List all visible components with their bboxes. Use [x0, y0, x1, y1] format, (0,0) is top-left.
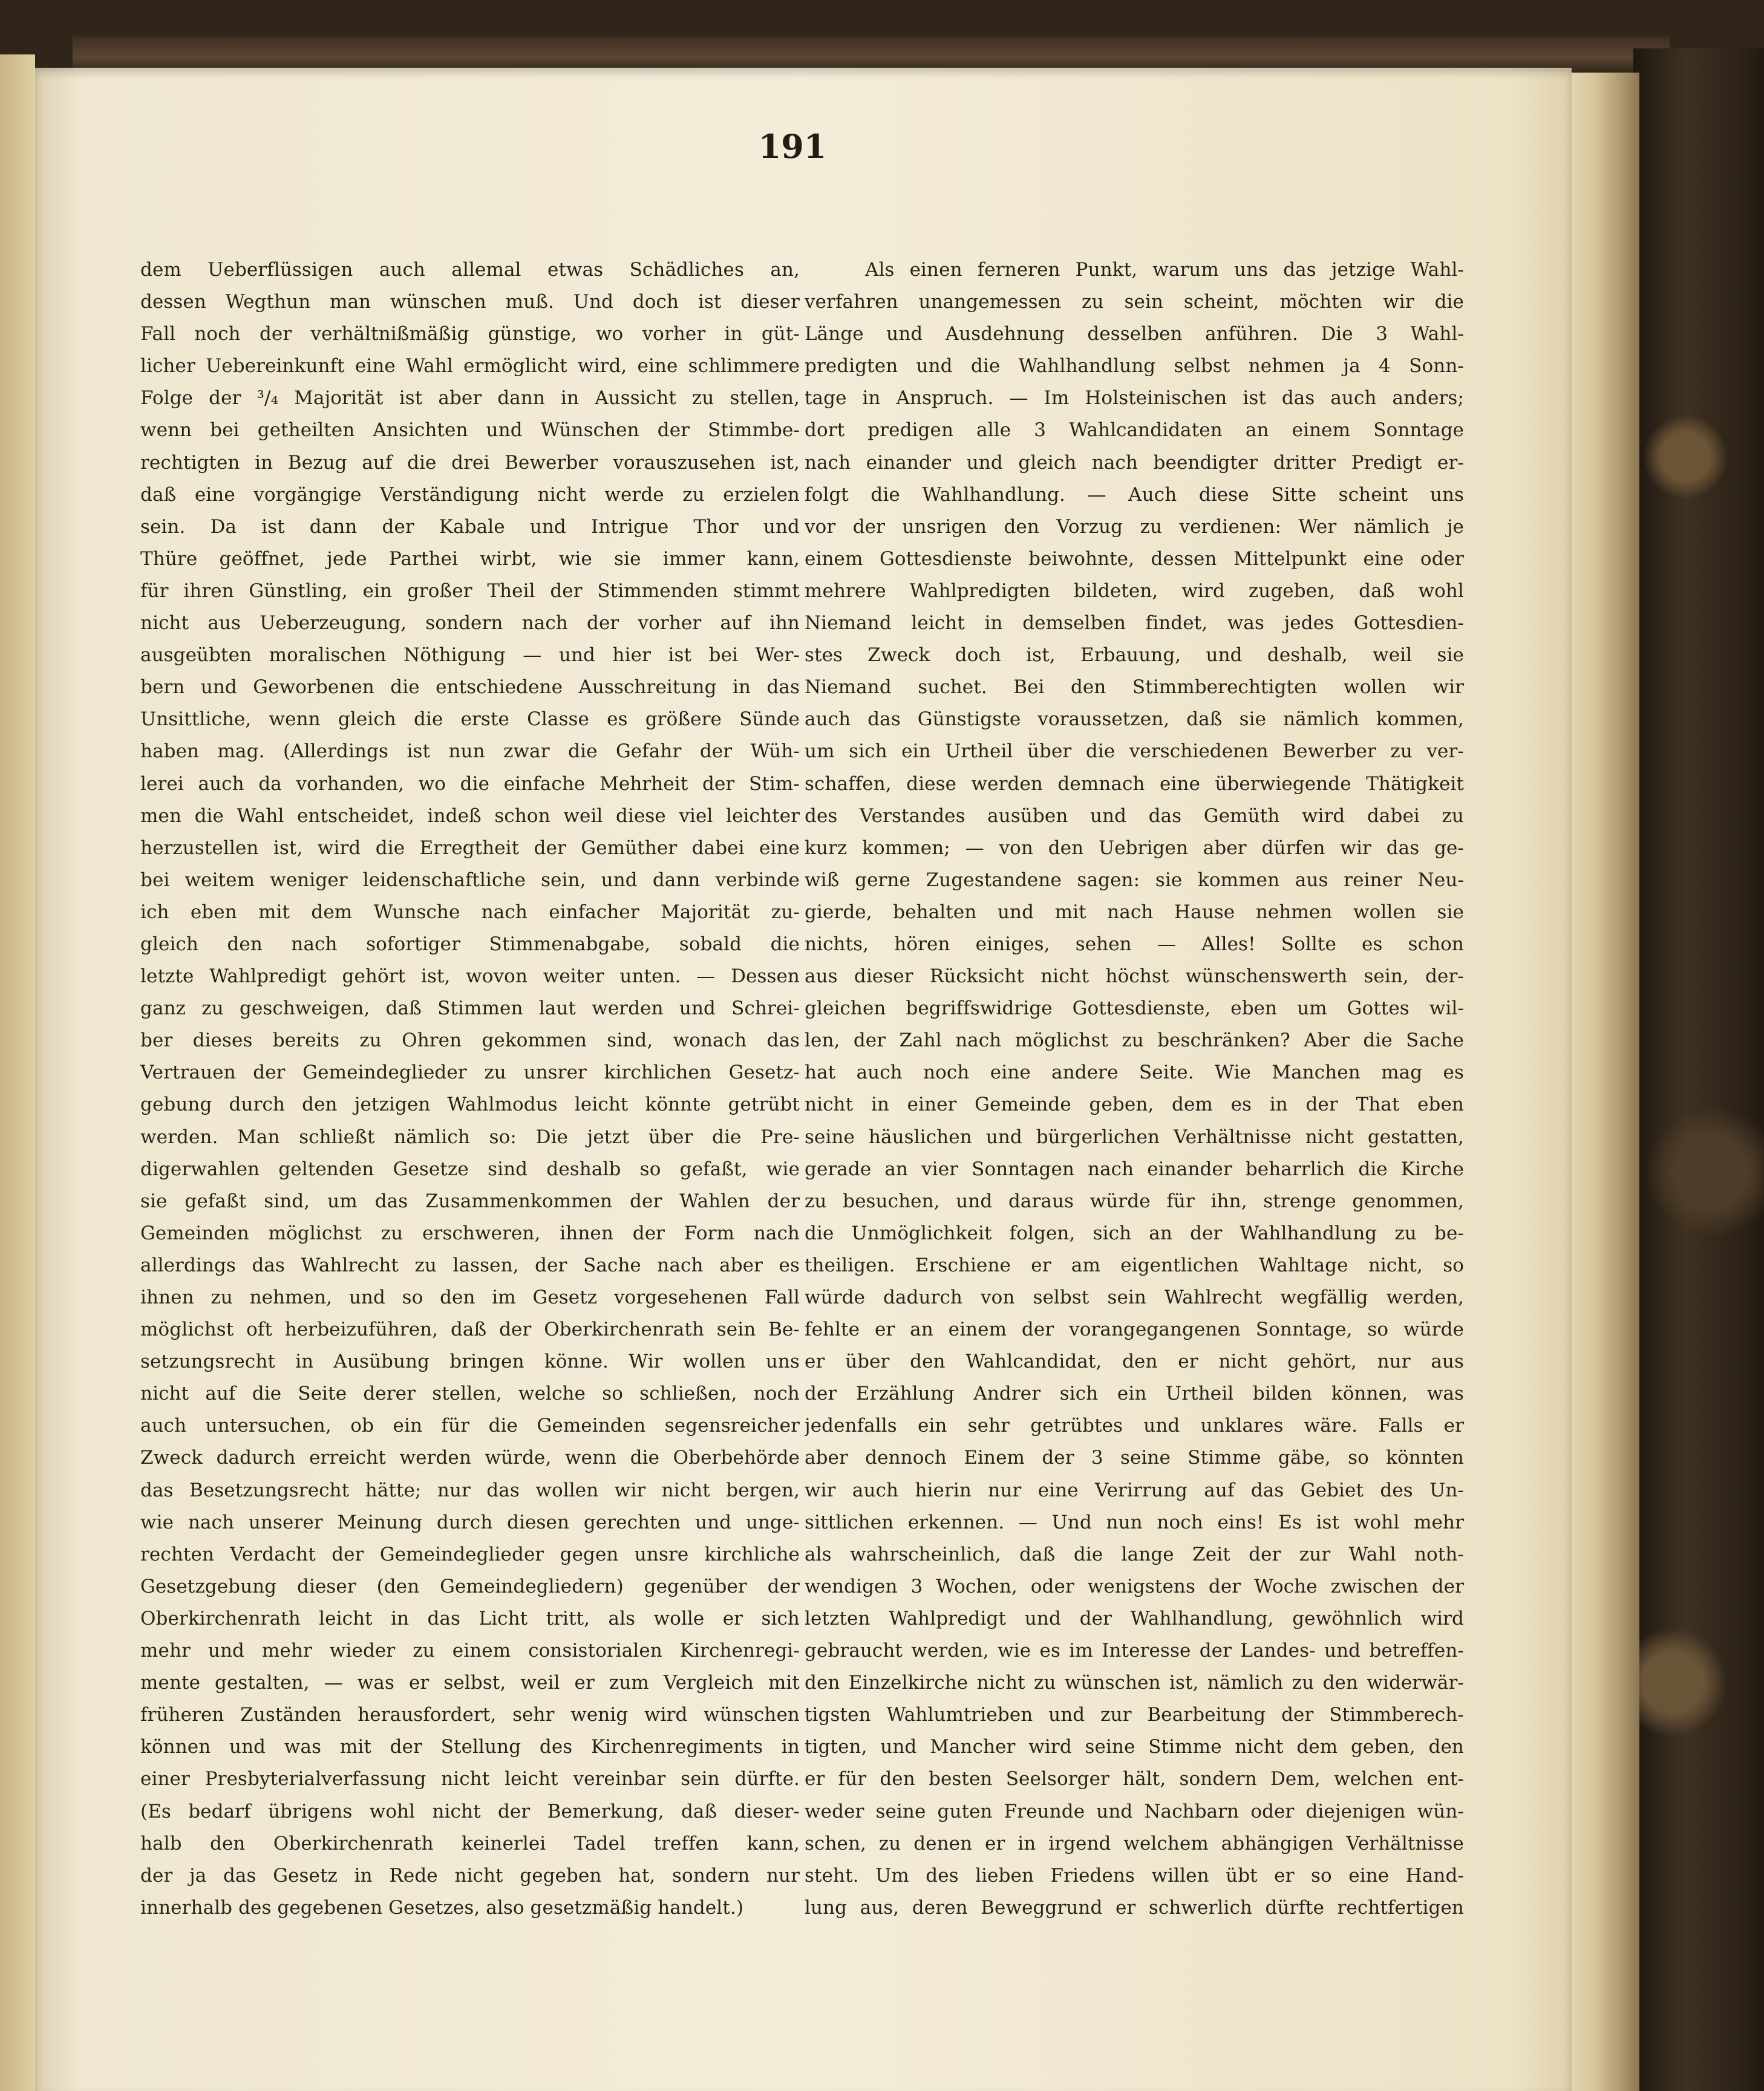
- text-line: wiß gerne Zugestandene sagen: sie kommen aus reiner Neu-: [805, 869, 1464, 891]
- text-line: ich eben mit dem Wunsche nach einfacher Majorität zu-: [140, 901, 800, 923]
- text-line: Oberkirchenrath leicht in das Licht tritt, als wolle er sich: [140, 1607, 800, 1629]
- text-line: schen, zu denen er in irgend welchem abhängigen Verhältnisse: [805, 1832, 1464, 1854]
- text-line: gebung durch den jetzigen Wahlmodus leicht könnte getrübt: [140, 1094, 800, 1116]
- text-line: er über den Wahlcandidat, den er nicht gehört, nur aus: [805, 1351, 1464, 1373]
- text-line: Gesetzgebung dieser (den Gemeindegliedern) gegenüber der: [140, 1575, 800, 1597]
- text-line: vor der unsrigen den Vorzug zu verdienen: Wer nämlich je: [805, 515, 1464, 538]
- text-line: Gemeinden möglichst zu erschweren, ihnen der Form nach: [140, 1222, 800, 1244]
- text-line: jedenfalls ein sehr getrübtes und unklares wäre. Falls er: [805, 1415, 1464, 1437]
- right-text-column: [805, 254, 1464, 2032]
- text-line: ausgeübten moralischen Nöthigung — und hier ist bei Wer-: [140, 644, 800, 667]
- text-line: Fall noch der verhältnißmäßig günstige, wo vorher in güt-: [140, 323, 800, 345]
- page-fore-edge: [1567, 73, 1639, 2091]
- text-line: können und was mit der Stellung des Kirchenregiments in: [140, 1736, 800, 1758]
- text-line: den Einzelkirche nicht zu wünschen ist, nämlich zu den widerwär-: [805, 1672, 1464, 1694]
- text-line: er für den besten Seelsorger hält, sondern Dem, welchen ent-: [805, 1768, 1464, 1790]
- text-line: lung aus, deren Beweggrund er schwerlich dürfte rechtfertigen: [805, 1896, 1464, 1919]
- text-line: ihnen zu nehmen, und so den im Gesetz vorgesehenen Fall: [140, 1287, 800, 1308]
- binding-board-top: [73, 36, 1670, 73]
- text-line: werden. Man schließt nämlich so: Die jetzt über die Pre-: [140, 1126, 800, 1148]
- text-line: um sich ein Urtheil über die verschiedenen Bewerber zu ver-: [805, 740, 1464, 763]
- text-line: dessen Wegthun man wünschen muß. Und doch ist dieser: [140, 291, 800, 313]
- text-line: auch das Günstigste voraussetzen, daß sie nämlich kommen,: [805, 708, 1464, 731]
- text-line: wenn bei getheilten Ansichten und Wünschen der Stimmbe-: [140, 419, 800, 442]
- text-line: tigsten Wahlumtrieben und zur Bearbeitung der Stimmberech-: [805, 1704, 1464, 1726]
- text-line: setzungsrecht in Ausübung bringen könne. Wir wollen uns: [140, 1351, 800, 1373]
- text-line: wie nach unserer Meinung durch diesen gerechten und unge-: [140, 1511, 800, 1533]
- text-line: nichts, hören einiges, sehen — Alles! Sollte es schon: [805, 933, 1464, 955]
- text-line: Niemand suchet. Bei den Stimmberechtigten wollen wir: [805, 676, 1464, 699]
- text-line: ganz zu geschweigen, daß Stimmen laut werden und Schrei-: [140, 997, 800, 1020]
- text-line: als wahrscheinlich, daß die lange Zeit der zur Wahl noth-: [805, 1543, 1464, 1565]
- text-line: sittlichen erkennen. — Und nun noch eins! Es ist wohl mehr: [805, 1511, 1464, 1533]
- text-line: tage in Anspruch. — Im Holsteinischen ist das auch anders;: [805, 387, 1464, 409]
- text-line: nach einander und gleich nach beendigter dritter Predigt er-: [805, 451, 1464, 474]
- text-line: nicht aus Ueberzeugung, sondern nach der vorher auf ihn: [140, 612, 800, 634]
- text-line: (Es bedarf übrigens wohl nicht der Bemerkung, daß dieser-: [140, 1800, 800, 1822]
- text-line: rechtigten in Bezug auf die drei Bewerber vorauszusehen ist,: [140, 451, 800, 474]
- text-line: gierde, behalten und mit nach Hause nehmen wollen sie: [805, 901, 1464, 923]
- text-line: gerade an vier Sonntagen nach einander beharrlich die Kirche: [805, 1158, 1464, 1180]
- text-line: dem Ueberflüssigen auch allemal etwas Schädliches an,: [140, 259, 800, 281]
- text-line: würde dadurch von selbst sein Wahlrecht wegfällig werden,: [805, 1287, 1464, 1308]
- text-line: rechten Verdacht der Gemeindeglieder gegen unsre kirchliche: [140, 1543, 800, 1565]
- text-line: seine häuslichen und bürgerlichen Verhältnisse nicht gestatten,: [805, 1126, 1464, 1148]
- text-line: ber dieses bereits zu Ohren gekommen sind, wonach das: [140, 1029, 800, 1052]
- text-line: Niemand leicht in demselben findet, was jedes Gottesdien-: [805, 612, 1464, 634]
- text-line: mente gestalten, — was er selbst, weil er zum Vergleich mit: [140, 1672, 800, 1694]
- text-line: Vertrauen der Gemeindeglieder zu unsrer kirchlichen Gesetz-: [140, 1062, 800, 1084]
- text-line: hat auch noch eine andere Seite. Wie Manchen mag es: [805, 1062, 1464, 1084]
- text-line: lerei auch da vorhanden, wo die einfache Mehrheit der Stim-: [140, 772, 800, 795]
- text-line: theiligen. Erschiene er am eigentlichen Wahltage nicht, so: [805, 1254, 1464, 1276]
- text-line: Thüre geöffnet, jede Parthei wirbt, wie sie immer kann,: [140, 547, 800, 570]
- text-line: Folge der ³/₄ Majorität ist aber dann in Aussicht zu stellen,: [140, 387, 800, 409]
- text-line: einem Gottesdienste beiwohnte, dessen Mittelpunkt eine oder: [805, 547, 1464, 570]
- text-line: predigten und die Wahlhandlung selbst nehmen ja 4 Sonn-: [805, 355, 1464, 377]
- text-line: letzte Wahlpredigt gehört ist, wovon weiter unten. — Dessen: [140, 965, 800, 988]
- text-line: die Unmöglichkeit folgen, sich an der Wahlhandlung zu be-: [805, 1222, 1464, 1244]
- text-line: sein. Da ist dann der Kabale und Intrigue Thor und: [140, 515, 800, 538]
- text-line: allerdings das Wahlrecht zu lassen, der Sache nach aber es: [140, 1254, 800, 1276]
- text-line: haben mag. (Allerdings ist nun zwar die Gefahr der Wüh-: [140, 740, 800, 763]
- page-number: 191: [758, 127, 827, 166]
- text-line: stes Zweck doch ist, Erbauung, und deshalb, weil sie: [805, 644, 1464, 667]
- previous-page-edge: [0, 54, 35, 2091]
- text-line: mehr und mehr wieder zu einem consistorialen Kirchenregi-: [140, 1640, 800, 1662]
- text-line: auch untersuchen, ob ein für die Gemeinden segensreicher: [140, 1415, 800, 1437]
- text-line: nicht auf die Seite derer stellen, welche so schließen, noch: [140, 1383, 800, 1405]
- text-line: Länge und Ausdehnung desselben anführen. Die 3 Wahl-: [805, 323, 1464, 345]
- text-line: kurz kommen; — von den Uebrigen aber dürfen wir das ge-: [805, 837, 1464, 859]
- text-line: halb den Oberkirchenrath keinerlei Tadel treffen kann,: [140, 1832, 800, 1854]
- text-line: herzustellen ist, wird die Erregtheit der Gemüther dabei eine: [140, 837, 800, 859]
- text-line: möglichst oft herbeizuführen, daß der Oberkirchenrath sein Be-: [140, 1319, 800, 1341]
- text-line: gebraucht werden, wie es im Interesse der Landes- und betreffen-: [805, 1640, 1464, 1662]
- text-line: fehlte er an einem der vorangegangenen Sonntage, so würde: [805, 1319, 1464, 1341]
- text-line: Zweck dadurch erreicht werden würde, wenn die Oberbehörde: [140, 1447, 800, 1469]
- text-line: des Verstandes ausüben und das Gemüth wird dabei zu: [805, 804, 1464, 827]
- text-line: aber dennoch Einem der 3 seine Stimme gäbe, so könnten: [805, 1447, 1464, 1469]
- text-line: dort predigen alle 3 Wahlcandidaten an einem Sonntage: [805, 419, 1464, 442]
- text-line: verfahren unangemessen zu sein scheint, möchten wir die: [805, 291, 1464, 313]
- text-line: der ja das Gesetz in Rede nicht gegeben hat, sondern nur: [140, 1864, 800, 1887]
- text-line: gleichen begriffswidrige Gottesdienste, eben um Gottes wil-: [805, 997, 1464, 1020]
- text-line: tigten, und Mancher wird seine Stimme nicht dem geben, den: [805, 1736, 1464, 1758]
- text-line: Unsittliche, wenn gleich die erste Classe es größere Sünde: [140, 708, 800, 731]
- text-line: wendigen 3 Wochen, oder wenigstens der Woche zwischen der: [805, 1575, 1464, 1597]
- text-line: len, der Zahl nach möglichst zu beschränken? Aber die Sache: [805, 1029, 1464, 1052]
- text-line: schaffen, diese werden demnach eine überwiegende Thätigkeit: [805, 772, 1464, 795]
- text-line: früheren Zuständen herausfordert, sehr wenig wird wünschen: [140, 1704, 800, 1726]
- binding-board-right: [1633, 48, 1764, 2091]
- text-line: licher Uebereinkunft eine Wahl ermöglicht wird, eine schlimmere: [140, 355, 800, 377]
- text-line: gleich den nach sofortiger Stimmenabgabe, sobald die: [140, 933, 800, 955]
- text-line: daß eine vorgängige Verständigung nicht werde zu erzielen: [140, 483, 800, 506]
- text-line: der Erzählung Andrer sich ein Urtheil bilden können, was: [805, 1383, 1464, 1405]
- text-line: für ihren Günstling, ein großer Theil der Stimmenden stimmt: [140, 579, 800, 602]
- text-line: steht. Um des lieben Friedens willen übt er so eine Hand-: [805, 1864, 1464, 1887]
- text-line: zu besuchen, und daraus würde für ihn, strenge genommen,: [805, 1190, 1464, 1212]
- text-line: folgt die Wahlhandlung. — Auch diese Sitte scheint uns: [805, 483, 1464, 506]
- text-line: bern und Geworbenen die entschiedene Ausschreitung in das: [140, 676, 800, 699]
- left-text-column: [140, 254, 800, 2032]
- text-line: aus dieser Rücksicht nicht höchst wünschenswerth sein, der-: [805, 965, 1464, 988]
- text-line: das Besetzungsrecht hätte; nur das wollen wir nicht bergen,: [140, 1479, 800, 1501]
- text-line: Als einen ferneren Punkt, warum uns das jetzige Wahl-: [865, 259, 1464, 281]
- text-line: wir auch hierin nur eine Verirrung auf das Gebiet des Un-: [805, 1479, 1464, 1501]
- text-line: mehrere Wahlpredigten bildeten, wird zugeben, daß wohl: [805, 579, 1464, 602]
- text-line: digerwahlen geltenden Gesetze sind deshalb so gefaßt, wie: [140, 1158, 800, 1180]
- text-line: men die Wahl entscheidet, indeß schon weil diese viel leichter: [140, 804, 800, 827]
- text-line: bei weitem weniger leidenschaftliche sein, und dann verbinde: [140, 869, 800, 891]
- text-line: innerhalb des gegebenen Gesetzes, also gesetzmäßig handelt.): [140, 1896, 744, 1919]
- text-line: letzten Wahlpredigt und der Wahlhandlung, gewöhnlich wird: [805, 1607, 1464, 1629]
- text-line: weder seine guten Freunde und Nachbarn oder diejenigen wün-: [805, 1800, 1464, 1822]
- text-line: einer Presbyterialverfassung nicht leicht vereinbar sein dürfte.: [140, 1768, 800, 1790]
- text-line: sie gefaßt sind, um das Zusammenkommen der Wahlen der: [140, 1190, 800, 1212]
- text-line: nicht in einer Gemeinde geben, dem es in der That eben: [805, 1094, 1464, 1116]
